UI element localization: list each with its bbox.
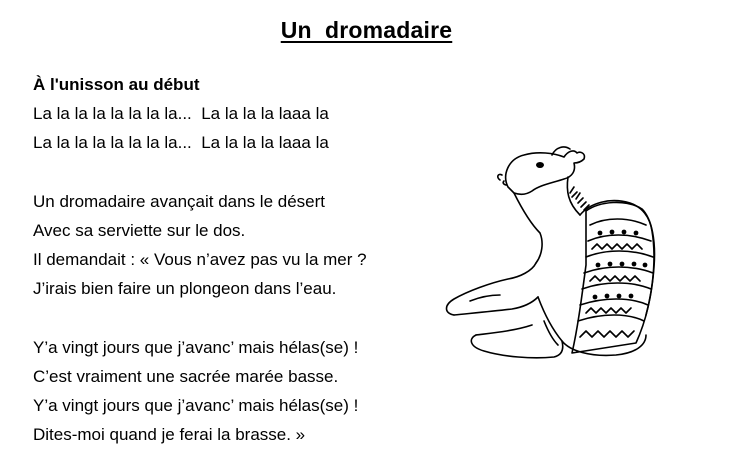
intro-line: La la la la la la la la... La la la la laaa la <box>33 133 329 153</box>
verse-2-line: Dites-moi quand je ferai la brasse. » <box>33 425 306 445</box>
stanza-gap <box>33 158 367 187</box>
verse-2-line: Y’a vingt jours que j’avanc’ mais hélas(se) ! <box>33 396 359 416</box>
verse-2-line: C’est vraiment une sacrée marée basse. <box>33 366 339 386</box>
verse-1-line: Un dromadaire avançait dans le désert <box>33 191 325 211</box>
verse-1-line: Il demandait : « Vous n’avez pas vu la mer ? <box>33 250 367 270</box>
lyrics-block <box>33 70 367 449</box>
camel-icon <box>440 145 665 360</box>
page-title: Un dromadaire <box>280 17 453 43</box>
intro-heading: À l'unisson au début <box>33 75 200 94</box>
stanza-gap <box>33 304 367 333</box>
verse-2-line: Y’a vingt jours que j’avanc’ mais hélas(se) ! <box>33 337 359 357</box>
intro-line: La la la la la la la la... La la la la laaa la <box>33 104 329 124</box>
verse-1-line: Avec sa serviette sur le dos. <box>33 220 246 240</box>
verse-1-line: J’irais bien faire un plongeon dans l’eau. <box>33 279 337 299</box>
